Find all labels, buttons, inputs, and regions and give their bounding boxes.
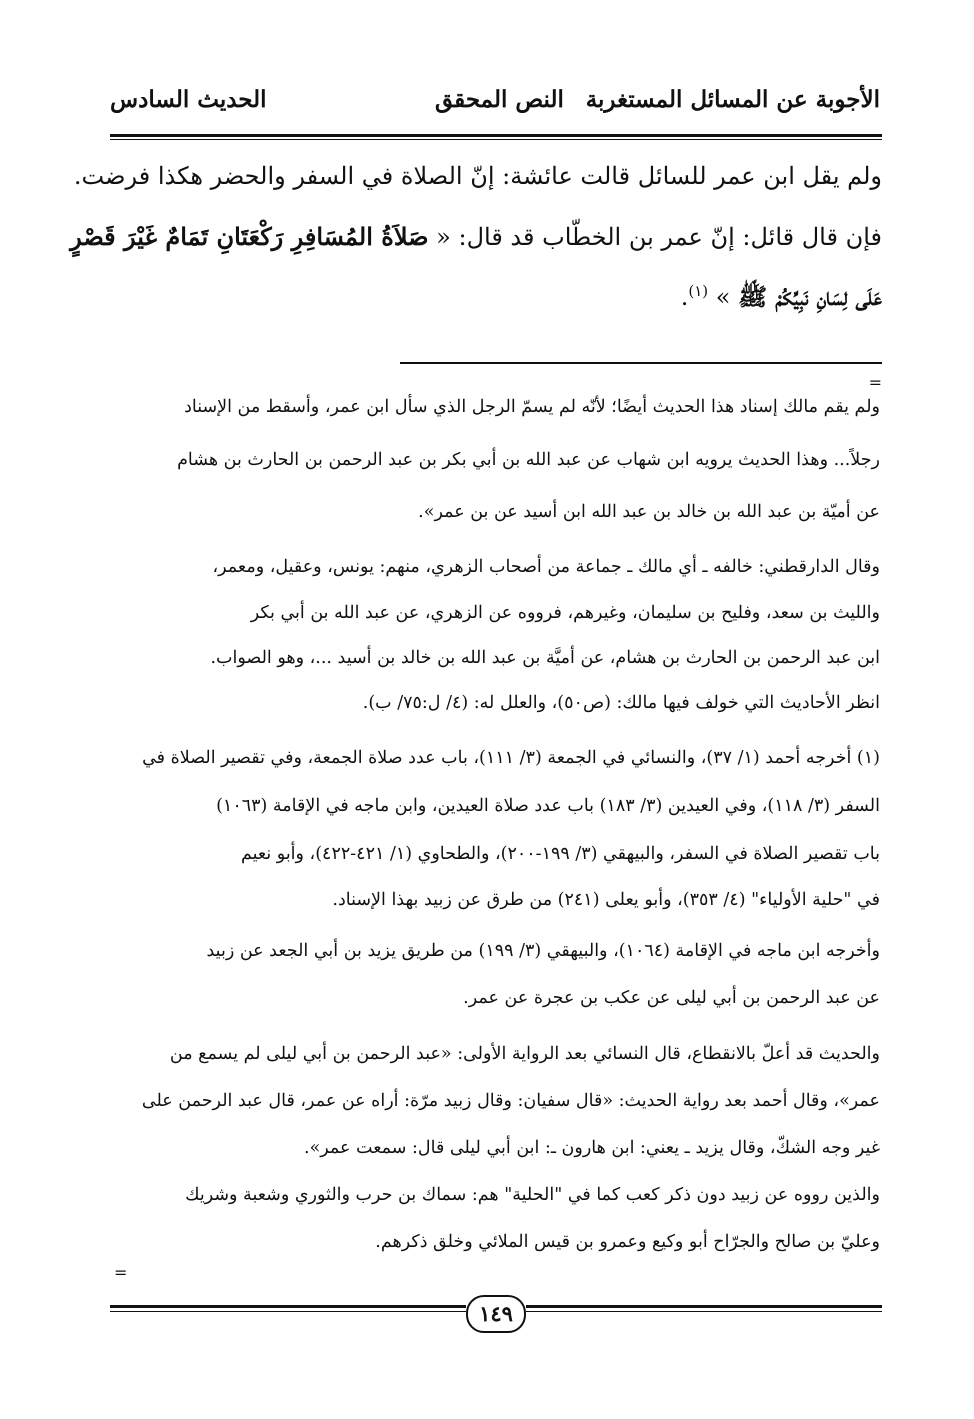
footer-rule-right-thick <box>526 1305 882 1308</box>
footnote-1-line: والذين رووه عن زبيد دون ذكر كعب كما في "الحلية" هم: سماك بن حرب والثوري وشعبة وشريك <box>185 1185 880 1205</box>
main-line-3 <box>112 282 882 317</box>
hadith-quote-part2: عَلَى لِسَانِ نَبِيِّكُمْ ﷺ <box>738 282 882 311</box>
book-title: الأجوبة عن المسائل المستغربة <box>585 86 880 113</box>
footnote-ref-1: (١) <box>688 282 709 300</box>
footnote-1-line: (١) أخرجه أحمد (١/ ٣٧)، والنسائي في الجمعة (٣/ ١١١)، باب عدد صلاة الجمعة، وفي تقصير الصلاة في <box>142 748 880 768</box>
footnote-cont-line: ابن عبد الرحمن بن الحارث بن هشام، عن أميَّة بن عبد الله بن خالد بن أسيد ...، وهو الصواب. <box>210 648 880 668</box>
footnote-separator <box>400 362 882 364</box>
continuation-mark-top: = <box>868 373 882 392</box>
footnote-1-line: وعليّ بن صالح والجرّاح أبو وكيع وعمرو بن قيس الملائي وخلق ذكرهم. <box>375 1232 880 1252</box>
footnote-1-line: السفر (٣/ ١١٨)، وفي العيدين (٣/ ١٨٣) باب عدد صلاة العيدين، وابن ماجه في الإقامة (١٠٦٣) <box>216 796 880 816</box>
continuation-mark-bottom: = <box>114 1263 128 1282</box>
header-rule-thick <box>110 134 882 137</box>
footnote-1-line: عمر»، وقال أحمد بعد رواية الحديث: «قال سفيان: وقال زبيد مرّة: أراه عن عمر، قال عبد الرحمن على <box>141 1091 880 1111</box>
main-line-2 <box>70 222 882 251</box>
footnote-1-line: وأخرجه ابن ماجه في الإقامة (١٠٦٤)، والبيهقي (٣/ ١٩٩) من طريق يزيد بن أبي الجعد عن زبيد <box>206 941 880 961</box>
chapter-title: الحديث السادس <box>110 86 267 113</box>
hadith-quote-part1: صَلاَةُ المُسَافِرِ رَكْعَتَانِ تَمَامٌ غَيْرَ قَصْرٍ <box>70 222 429 251</box>
footnote-1-line: في "حلية الأولياء" (٤/ ٣٥٣)، وأبو يعلى (٢٤١) من طرق عن زبيد بهذا الإسناد. <box>332 890 880 910</box>
footnote-cont-line: انظر الأحاديث التي خولف فيها مالك: (ص٥٠)، والعلل له: (٤/ ل:٧٥/ ب). <box>362 693 880 713</box>
quote-close: » <box>715 283 731 311</box>
footnote-1-line: عن عبد الرحمن بن أبي ليلى عن عكب بن عجرة عن عمر. <box>463 988 880 1008</box>
footnote-cont-line: عن أميّة بن عبد الله بن خالد بن عبد الله ابن أسيد عن بن عمر». <box>418 502 880 522</box>
footnote-1-line: غير وجه الشكّ، وقال يزيد ـ يعني: ابن هارون ـ: ابن أبي ليلى قال: سمعت عمر». <box>304 1138 880 1158</box>
main-line-1: ولم يقل ابن عمر للسائل قالت عائشة: إنّ الصلاة في السفر والحضر هكذا فرضت. <box>73 162 882 190</box>
line3-period: . <box>680 283 689 311</box>
footnote-cont-line: والليث بن سعد، وفليح بن سليمان، وغيرهم، فرووه عن الزهري، عن عبد الله بن أبي بكر <box>250 603 880 623</box>
page-number: ١٤٩ <box>466 1295 526 1333</box>
running-header <box>110 86 880 130</box>
section-title: النص المحقق <box>435 86 564 113</box>
footer-rule-left-thin <box>110 1311 466 1312</box>
footnote-cont-line: وقال الدارقطني: خالفه ـ أي مالك ـ جماعة من أصحاب الزهري، منهم: يونس، وعقيل، ومعمر، <box>212 557 880 577</box>
footnote-1-line: والحديث قد أعلّ بالانقطاع، قال النسائي بعد الرواية الأولى: «عبد الرحمن بن أبي ليلى لم يسمع من <box>169 1044 880 1064</box>
line2-prefix: فإن قال قائل: إنّ عمر بن الخطّاب قد قال: « <box>436 223 882 251</box>
header-rule-thin <box>110 139 882 140</box>
footnote-cont-line: رجلاً... وهذا الحديث يرويه ابن شهاب عن عبد الله بن أبي بكر بن عبد الرحمن بن الحارث بن هشام <box>177 450 880 470</box>
footer-rule-left-thick <box>110 1305 466 1308</box>
footnote-1-line: باب تقصير الصلاة في السفر، والبيهقي (٣/ ١٩٩-٢٠٠)، والطحاوي (١/ ٤٢١-٤٢٢)، وأبو نعيم <box>240 844 880 864</box>
footer-rule-right-thin <box>526 1311 882 1312</box>
footnote-cont-line: ولم يقم مالك إسناد هذا الحديث أيضًا؛ لأنّه لم يسمّ الرجل الذي سأل ابن عمر، وأسقط من الإسناد <box>184 397 880 417</box>
